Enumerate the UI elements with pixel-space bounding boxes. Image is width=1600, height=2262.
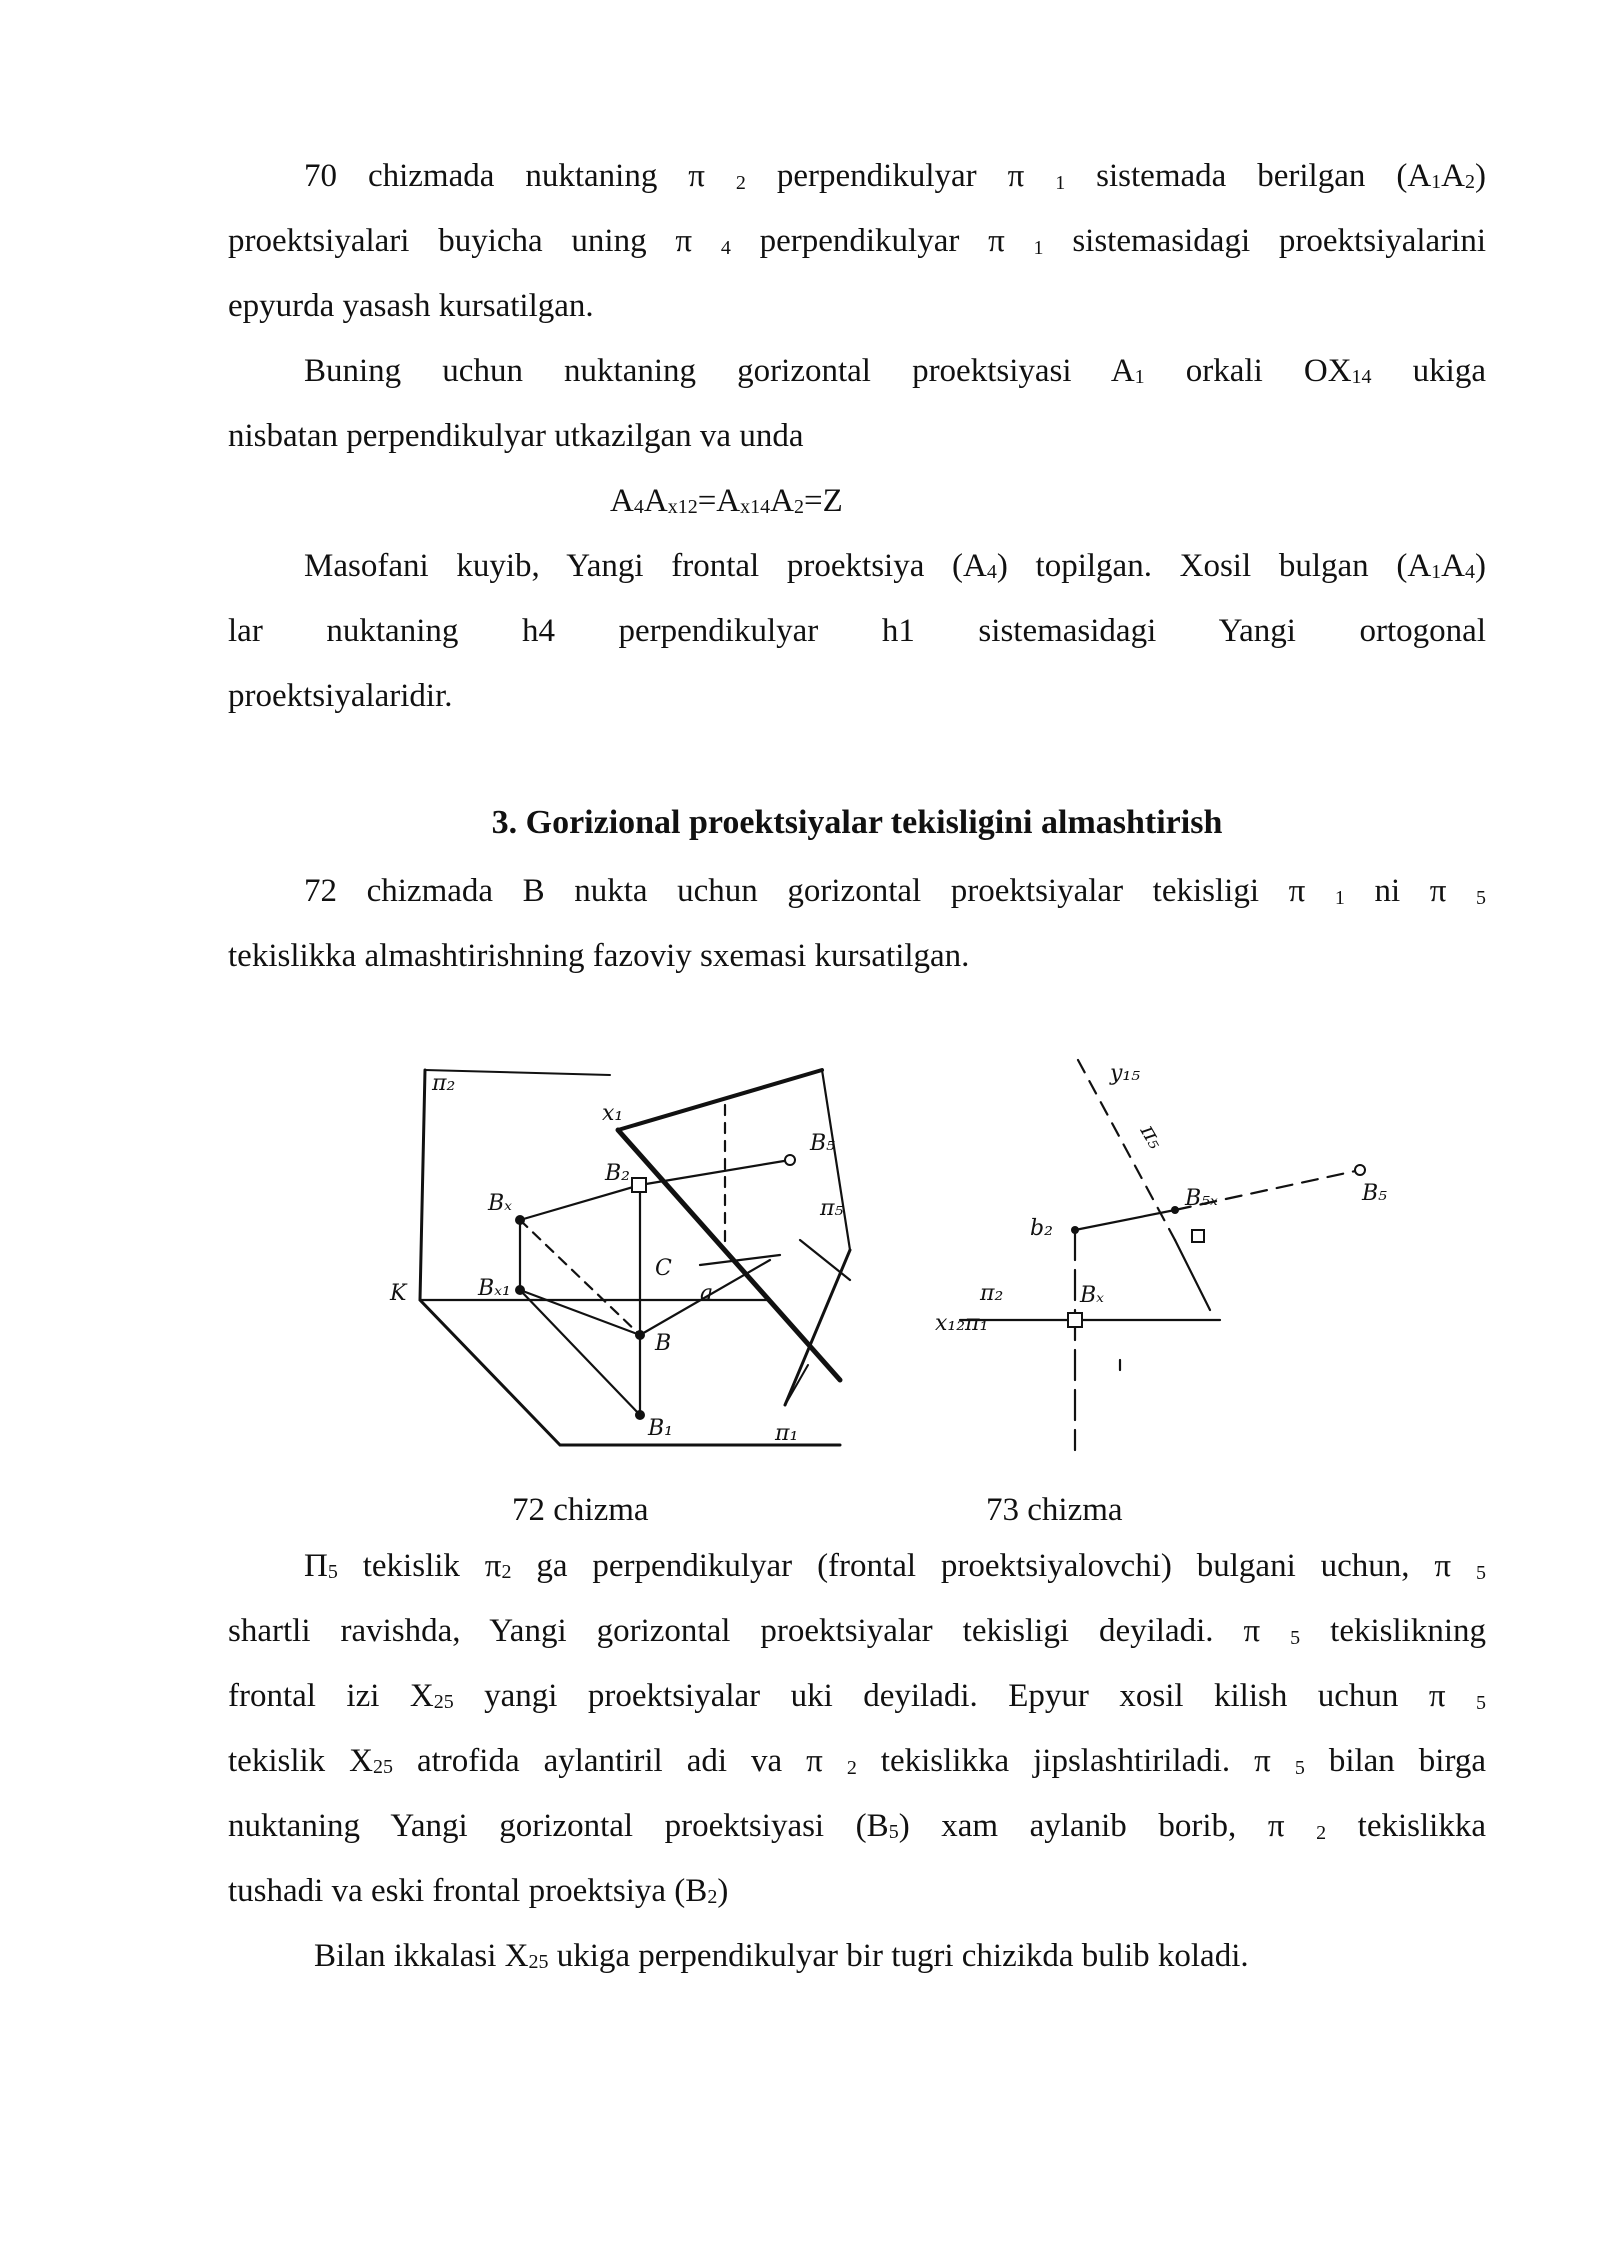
fig73-label-b5: B₅ [1362,1181,1387,1206]
fig72-label-b5: B₅ [810,1131,835,1156]
p2-line-1: Buning uchun nuktaning gorizontal proektsiyasi $A_1$ orkali $OX_{14}$ ukiga [304,353,1486,389]
p1-line-1: 70 chizmada nuktaning π 2 perpendikulyar π 1 sistemada berilgan $(A_1A_2)$ [304,158,1486,194]
fig73-label-bx: Bₓ [1080,1283,1104,1308]
fig72-label-b2: B₂ [605,1161,630,1186]
fig73-label-y15: y₁₅ [1110,1061,1141,1086]
figure-72-drawing [370,1050,910,1460]
p1-line-3: epyurda yasash kursatilgan. [228,288,594,324]
p5-line-1: $\Pi_5$ tekislik $\pi_2$ ga perpendikulyar (frontal proektsiyalovchi) bulgani uchun, π 5 [304,1548,1486,1584]
fig72-label-bx: Bₓ [488,1191,512,1216]
p6-line-1: Bilan ikkalasi $X_{25}$ ukiga perpendikulyar bir tugri chizikda bulib koladi. [314,1938,1249,1974]
fig72-label-b: B [655,1331,672,1356]
p3-line-3: proektsiyalaridir. [228,678,453,714]
fig73-label-b2: b₂ [1030,1216,1053,1241]
paragraph-3 [228,534,1486,729]
fig72-label-bx1: Bₓ₁ [478,1276,511,1301]
paragraph-2 [228,339,1486,469]
section-heading: 3. Gorizional proektsiyalar tekisligini almashtirish [491,804,1223,841]
figure-72-caption: 72 chizma [512,1492,649,1528]
paragraph-6 [228,1924,1486,1989]
formula: $A_4A_{x12}=A_{x14}A_2=Z$ [610,483,843,519]
fig72-label-k: K [390,1281,407,1306]
fig72-label-pi5: π₅ [820,1196,844,1221]
p5-line-5: nuktaning Yangi gorizontal proektsiyasi $(B_5)$ xam aylanib borib, π 2 tekislikka [228,1808,1486,1844]
fig73-label-pi5: π₅ [1134,1120,1169,1154]
p1-line-2: proektsiyalari buyicha uning π 4 perpendikulyar π 1 sistemasidagi proektsiyalarini [228,223,1486,259]
paragraph-1 [228,144,1486,339]
fig72-label-c: C [655,1256,672,1281]
fig72-label-pi1: π₁ [775,1421,799,1446]
figure-73-caption: 73 chizma [986,1492,1123,1528]
p3-line-2: lar nuktaning h4 perpendikulyar h1 sistemasidagi Yangi ortogonal [228,613,1486,649]
paragraph-4 [228,859,1486,989]
figure-73-drawing [930,1040,1390,1470]
p5-line-4: tekislik $X_{25}$ atrofida aylantiril adi va π 2 tekislikka jipslashtiriladi. π 5 bilan birga [228,1743,1487,1779]
paragraph-5 [228,1534,1486,1924]
p4-line-1: 72 chizmada B nukta uchun gorizontal proektsiyalar tekisligi π 1 ni π 5 [304,873,1486,909]
fig72-label-x1: x₁ [602,1101,624,1126]
p5-line-2: shartli ravishda, Yangi gorizontal proektsiyalar tekisligi deyiladi. π 5 tekislikning [228,1613,1486,1649]
p5-line-3: frontal izi $X_{25}$ yangi proektsiyalar uki deyiladi. Epyur xosil kilish uchun π 5 [228,1678,1486,1714]
fig73-label-b5x: B₅ₓ [1185,1186,1218,1211]
fig73-label-x12: x₁₂π₁ [935,1311,989,1336]
p2-line-2: nisbatan perpendikulyar utkazilgan va unda [228,418,804,454]
fig72-label-b1: B₁ [648,1416,673,1441]
fig72-label-pi2: π₂ [432,1071,456,1096]
fig72-label-a: a [700,1281,714,1306]
p3-line-1: Masofani kuyib, Yangi frontal proektsiya $(A_4)$ topilgan. Xosil bulgan $(A_1A_4)$ [304,548,1486,584]
fig73-label-pi2: π₂ [980,1281,1004,1306]
p4-line-2: tekislikka almashtirishning fazoviy sxemasi kursatilgan. [228,938,970,974]
p5-line-6: tushadi va eski frontal proektsiya $(B_2)$ [228,1873,729,1909]
